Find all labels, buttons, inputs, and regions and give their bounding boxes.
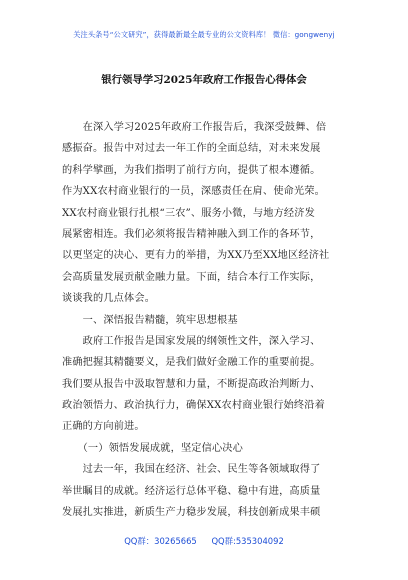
body-line: 谈谈我的几点体会。 [62,293,156,305]
body-line: 以更坚定的决心、更有力的举措，为XX乃至XX地区经济社 [62,250,330,262]
subsection-heading: （一）领悟发展成就，坚定信心决心 [62,442,243,454]
body-line: 政府工作报告是国家发展的纲领性文件，深入学习、 [62,335,321,347]
body-line: XX农村商业银行扎根“三农”、服务小微，与地方经济发 [62,207,315,219]
body-line: 过去一年，我国在经济、社会、民生等各领域取得了 [62,464,321,476]
body-line: 正确的方向前进。 [62,421,145,433]
body-line: 在深入学习2025年政府工作报告后，我深受鼓舞、倍 [62,122,327,133]
footer-qq-group-2: QQ群:535304092 [211,536,284,546]
body-line: 感振奋。报告中对过去一年工作的全面总结，对未来发展 [62,143,321,155]
header-banner: 关注头条号“公文研究”，获得最新最全最专业的公文资料库！ 微信：gongwenyj [73,30,335,39]
document-title: 银行领导学习2025年政府工作报告心得体会 [101,74,307,86]
document-body [62,117,352,523]
footer-qq-group-1: QQ群：30265665 [124,536,197,546]
body-line: 展紧密相连。我们必须将报告精神融入到工作的各环节， [62,228,321,240]
section-heading: 一、深悟报告精髓，筑牢思想根基 [62,314,238,326]
footer-contacts [0,535,408,547]
body-line: 准确把握其精髓要义，是我们做好金融工作的重要前提。 [62,357,321,369]
body-line: 政治领悟力、政治执行力，确保XX农村商业银行始终沿着 [62,400,325,412]
body-line: 的科学擘画，为我们指明了前行方向，提供了根本遵循。 [62,164,321,176]
body-line: 举世瞩目的成就。经济运行总体平稳、稳中有进，高质量 [62,485,321,497]
body-line: 发展扎实推进，新质生产力稳步发展，科技创新成果丰硕 [62,507,321,519]
body-line: 我们要从报告中汲取智慧和力量，不断提高政治判断力、 [62,378,321,390]
body-line: 会高质量发展贡献金融力量。下面，结合本行工作实际， [62,271,321,283]
body-line: 作为XX农村商业银行的一员，深感责任在肩、使命光荣。 [62,186,325,198]
